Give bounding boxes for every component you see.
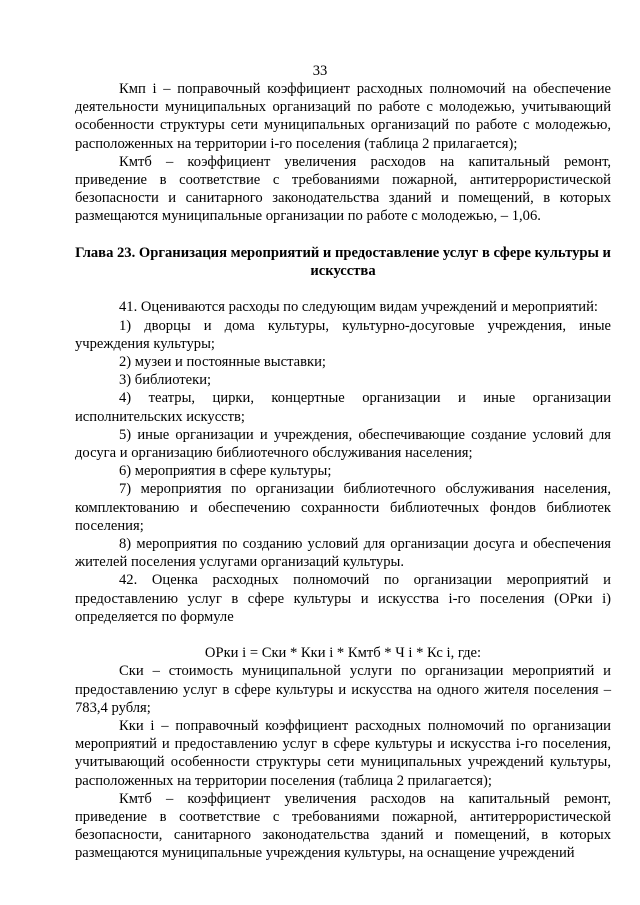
- paragraph-kmtb-youth: Кмтб – коэффициент увеличения расходов на капитальный ремонт, приведение в соответствие с требованиями пожарной, антитеррористической безопасности и санитарного законодательства зданий и помещений, в которых размещаются муниципальные организации по работе с молодежью, – 1,06.: [75, 153, 611, 225]
- list-item-1: 1) дворцы и дома культуры, культурно-досуговые учреждения, иные учреждения культуры;: [75, 317, 611, 352]
- paragraph-kki: Кки i – поправочный коэффициент расходных полномочий по организации мероприятий и предоставлению услуг в сфере культуры и искусства i-го поселения, учитывающий особенности структуры сети муниципальных учреждений культуры, расположенных на территории поселения (таблица 2 прилагается);: [75, 718, 611, 789]
- list-item-3: 3) библиотеки;: [119, 372, 212, 389]
- chapter-title: Глава 23. Организация мероприятий и предоставление услуг в сфере культуры и искусства: [75, 244, 611, 280]
- spacer: [75, 626, 611, 644]
- paragraph-ski: Ски – стоимость муниципальной услуги по организации мероприятий и предоставлению услуг в сфере культуры и искусства на одного жителя поселения – 783,4 рубля;: [75, 663, 611, 716]
- list-item-8: 8) мероприятия по созданию условий для организации досуга и обеспечения жителей поселения услугами организаций культуры.: [75, 536, 611, 571]
- paragraph-41: 41. Оцениваются расходы по следующим видам учреждений и мероприятий:: [119, 299, 598, 316]
- page-number: 33: [312, 63, 328, 79]
- formula: ОРки i = Ски * Кки i * Кмтб * Ч i * Кс i, где:: [204, 645, 482, 662]
- list-item-5: 5) иные организации и учреждения, обеспечивающие создание условий для досуга и организацию библиотечного обслуживания населения;: [75, 426, 611, 462]
- list-item-7: 7) мероприятия по организации библиотечного обслуживания населения, комплектованию и обеспечению сохранности библиотечных фондов библиотек поселения;: [75, 481, 611, 534]
- paragraph-kmtb-culture: Кмтб – коэффициент увеличения расходов на капитальный ремонт, приведение в соответствие с требованиями пожарной, антитеррористической безопасности, санитарного законодательства зданий и помещений, в которых размещаются муниципальные учреждения культуры, на оснащение учреждений: [75, 790, 611, 862]
- list-item-6: 6) мероприятия в сфере культуры;: [119, 463, 332, 480]
- spacer: [75, 226, 611, 244]
- spacer: [75, 280, 611, 298]
- list-item-4: 4) театры, цирки, концертные организации и иные организации исполнительских искусств;: [75, 390, 611, 425]
- document-body: [75, 80, 611, 863]
- paragraph-42: 42. Оценка расходных полномочий по организации мероприятий и предоставлению услуг в сфере культуры и искусства i-го поселения (ОРки i) определяется по формуле: [75, 572, 611, 625]
- paragraph-kmp: Кмп i – поправочный коэффициент расходных полномочий на обеспечение деятельности муниципальных организаций по работе с молодежью, учитывающий особенности структуры сети муниципальных организаций по работе с молодежью, расположенных на территории i-го поселения (таблица 2 прилагается);: [75, 81, 611, 152]
- list-item-2: 2) музеи и постоянные выставки;: [119, 354, 326, 371]
